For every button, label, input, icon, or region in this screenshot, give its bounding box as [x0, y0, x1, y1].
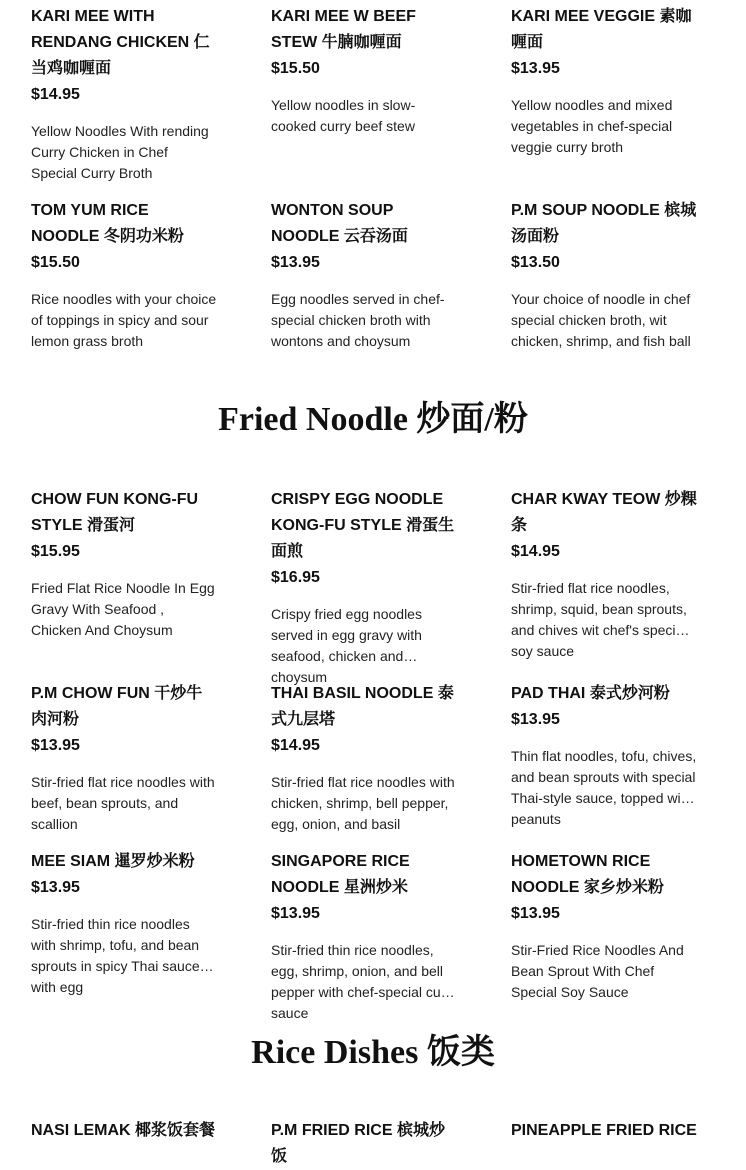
- menu-item-name: CRISPY EGG NOODLE KONG-FU STYLE 滑蛋生面煎: [271, 491, 455, 560]
- menu-item-price: $13.95: [31, 737, 80, 754]
- menu-item[interactable]: [31, 681, 217, 835]
- menu-item[interactable]: [271, 681, 457, 835]
- menu-item[interactable]: [31, 849, 217, 1003]
- menu-item[interactable]: [271, 487, 457, 685]
- menu-item-description: Rice noodles with your choice of toppings in spicy and sour lemon grass broth: [31, 291, 217, 349]
- menu-item-price: $13.95: [511, 905, 560, 922]
- menu-item[interactable]: [271, 1118, 457, 1170]
- menu-item[interactable]: [271, 198, 457, 352]
- menu-item[interactable]: [31, 198, 217, 352]
- menu-item-name: PINEAPPLE FRIED RICE: [511, 1122, 697, 1139]
- menu-item-name: THAI BASIL NOODLE 泰式九层塔: [271, 685, 454, 728]
- menu-item-name: HOMETOWN RICE NOODLE 家乡炒米粉: [511, 853, 664, 896]
- menu-item[interactable]: [31, 1118, 217, 1170]
- menu-item-name: KARI MEE VEGGIE 素咖喱面: [511, 8, 692, 51]
- menu-item-price: $15.50: [271, 60, 320, 77]
- rice-dishes-grid: [31, 1118, 701, 1170]
- menu-item-price: $14.95: [511, 543, 560, 560]
- menu-item-description: Fried Flat Rice Noodle In Egg Gravy With Seafood , Chicken And Choysum: [31, 580, 215, 638]
- menu-item-price: $13.50: [511, 254, 560, 271]
- menu-item-description: Yellow noodles and mixed vegetables in chef-special veggie curry broth: [511, 97, 673, 155]
- menu-item-price: $15.50: [31, 254, 80, 271]
- menu-item-name: P.M CHOW FUN 干炒牛肉河粉: [31, 685, 203, 728]
- menu-item-name: NASI LEMAK 椰浆饭套餐: [31, 1122, 216, 1139]
- menu-item-name: MEE SIAM 暹罗炒米粉: [31, 853, 195, 870]
- menu-item[interactable]: [271, 849, 457, 1021]
- menu-item-description: Yellow noodles in slow-cooked curry beef stew: [271, 97, 416, 134]
- menu-item-description: Stir-Fried Rice Noodles And Bean Sprout With Chef Special Soy Sauce: [511, 942, 684, 1000]
- menu-item-name: PAD THAI 泰式炒河粉: [511, 685, 670, 702]
- menu-item-description: Egg noodles served in chef-special chicken broth with wontons and choysum: [271, 291, 445, 349]
- menu-item[interactable]: [271, 4, 457, 184]
- menu-item-description: Stir-fried thin rice noodles, egg, shrimp, onion, and bell pepper with chef-special curry sauce: [271, 942, 457, 1021]
- menu-item[interactable]: [511, 198, 697, 352]
- fried-noodle-grid: [31, 487, 701, 1021]
- menu-item[interactable]: [31, 487, 217, 667]
- menu-item-description: Thin flat noodles, tofu, chives, and bean sprouts with special Thai-style sauce, topped with peanuts: [511, 748, 697, 827]
- menu-item-description: Crispy fried egg noodles served in egg gravy with seafood, chicken and choysum: [271, 606, 422, 685]
- menu-item-name: P.M SOUP NOODLE 槟城汤面粉: [511, 202, 697, 245]
- soup-noodle-grid: [31, 4, 701, 352]
- menu-item[interactable]: [511, 849, 697, 1003]
- menu-item[interactable]: [511, 487, 697, 667]
- menu-item-price: $13.95: [511, 60, 560, 77]
- menu-item-description: Stir-fried flat rice noodles, shrimp, squid, bean sprouts, and chives wit chef's special soy sauce: [511, 580, 687, 659]
- menu-item[interactable]: [511, 4, 697, 184]
- menu-item-name: KARI MEE W BEEF STEW 牛腩咖喱面: [271, 8, 416, 51]
- menu-item-description: Yellow Noodles With rending Curry Chicken in Chef Special Curry Broth: [31, 123, 209, 181]
- menu-item-description: Your choice of noodle in chef special chicken broth, wit chicken, shrimp, and fish ball: [511, 291, 691, 349]
- menu-item-price: $13.95: [271, 905, 320, 922]
- menu-item-price: $14.95: [31, 86, 80, 103]
- menu-item-description: Stir-fried flat rice noodles with beef, bean sprouts, and scallion: [31, 774, 215, 832]
- menu-item-name: KARI MEE WITH RENDANG CHICKEN 仁当鸡咖喱面: [31, 8, 210, 77]
- menu-item-name: CHOW FUN KONG-FU STYLE 滑蛋河: [31, 491, 199, 534]
- menu-item-price: $14.95: [271, 737, 320, 754]
- menu-item-description: Stir-fried thin rice noodles with shrimp, tofu, and bean sprouts in spicy Thai sauce with egg: [31, 916, 200, 995]
- section-title-fried-noodle: Fried Noodle 炒面/粉: [218, 401, 528, 438]
- menu-item-price: $15.95: [31, 543, 80, 560]
- menu-item-price: $13.95: [511, 711, 560, 728]
- menu-item-price: $16.95: [271, 569, 320, 586]
- menu-item[interactable]: [511, 681, 697, 835]
- menu-item[interactable]: [511, 1118, 697, 1170]
- menu-item-name: TOM YUM RICE NOODLE 冬阴功米粉: [31, 202, 184, 245]
- menu-item-name: WONTON SOUP NOODLE 云吞汤面: [271, 202, 408, 245]
- menu-item-price: $13.95: [271, 254, 320, 271]
- section-title-rice-dishes: Rice Dishes 饭类: [251, 1034, 495, 1071]
- menu-item-description: Stir-fried flat rice noodles with chicken, shrimp, bell pepper, egg, onion, and basil: [271, 774, 455, 832]
- menu-item-price: $13.95: [31, 879, 80, 896]
- menu-item-name: P.M FRIED RICE 槟城炒饭: [271, 1122, 445, 1165]
- menu-item[interactable]: [31, 4, 217, 184]
- menu-item-name: CHAR KWAY TEOW 炒粿条: [511, 491, 697, 534]
- menu-item-name: SINGAPORE RICE NOODLE 星洲炒米: [271, 853, 410, 896]
